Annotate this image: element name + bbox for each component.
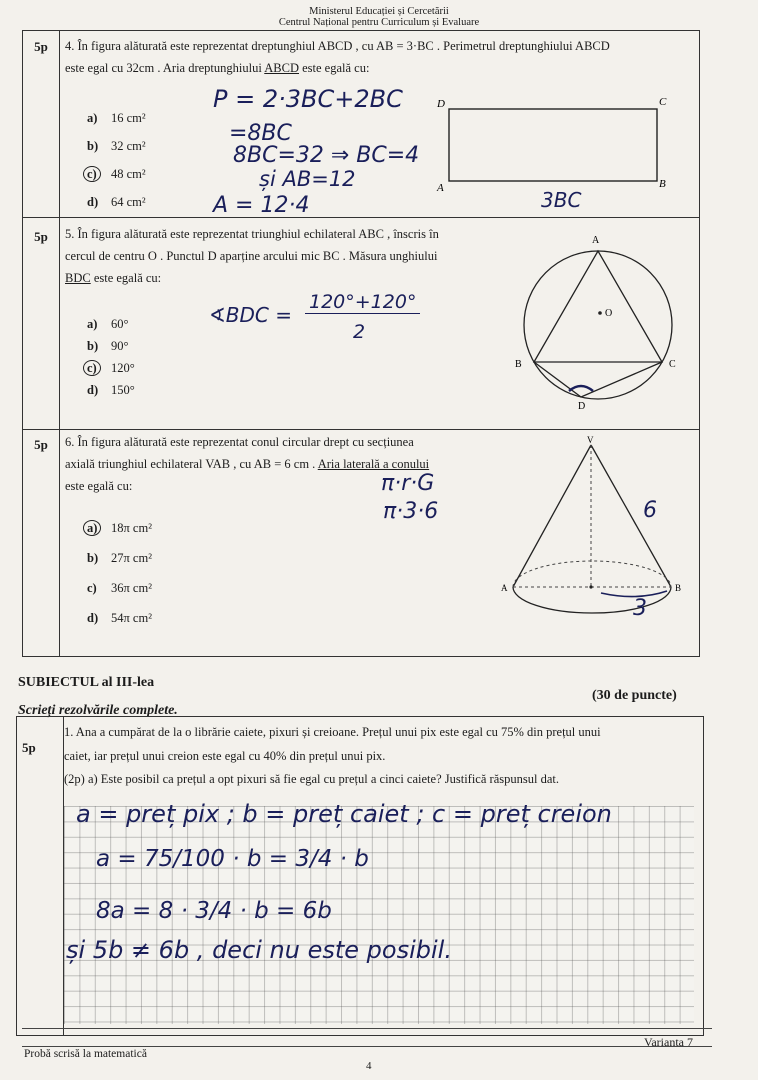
q4-handwriting-2: =8BC bbox=[229, 121, 292, 146]
footer-variant: Varianta 7 bbox=[644, 1035, 693, 1049]
q4-option-d: d) 64 cm² bbox=[87, 195, 146, 209]
questions-table bbox=[22, 30, 700, 657]
label-D: D bbox=[437, 98, 445, 110]
cone-figure bbox=[497, 435, 697, 635]
q5-option-b: b) 90° bbox=[87, 339, 129, 353]
label-A: A bbox=[592, 235, 600, 246]
q5-text-end: este egală cu: bbox=[90, 271, 162, 285]
label-A: A bbox=[437, 182, 444, 194]
label-A: A bbox=[501, 583, 508, 593]
q5-text bbox=[65, 223, 515, 289]
rectangle-figure bbox=[433, 91, 695, 215]
q4-text bbox=[65, 35, 695, 79]
q4-handwriting-1: P = 2·3BC+2BC bbox=[213, 85, 403, 113]
q4-handwriting-5: A = 12·4 bbox=[213, 193, 310, 218]
label-O: O bbox=[605, 308, 613, 319]
q5-text-line1: 5. În figura alăturată este reprezentat triunghiul echilateral ABC , înscris în bbox=[65, 227, 439, 241]
label-slant-6: 6 bbox=[643, 498, 657, 523]
p1-text-line1: 1. Ana a cumpărat de la o librărie caiete, pixuri și creioane. Prețul unui pix este egal cu 75% din prețul unui bbox=[64, 725, 601, 739]
p1-points: 5p bbox=[22, 740, 36, 755]
q5-text-line2: cercul de centru O . Punctul D aparține arcului mic BC . Măsura unghiului bbox=[65, 249, 438, 263]
label-B: B bbox=[515, 359, 522, 370]
label-D: D bbox=[578, 401, 586, 411]
label-V: V bbox=[587, 435, 594, 445]
q6-text-underlined: Aria laterală a conului bbox=[317, 457, 430, 471]
q6-option-a: a) 18π cm² bbox=[87, 521, 152, 536]
q4-points: 5p bbox=[34, 39, 48, 54]
q4-handwriting-4: și AB=12 bbox=[259, 167, 356, 191]
header-center: Centrul Național pentru Curriculum și Evaluare bbox=[278, 17, 480, 28]
q6-points: 5p bbox=[34, 437, 48, 452]
q4-option-b: b) 32 cm² bbox=[87, 139, 146, 153]
q6-text-line2: axială triunghiul echilateral VAB , cu AB = 6 cm . bbox=[65, 457, 318, 471]
p1-handwriting-3: 8a = 8 · 3/4 · b = 6b bbox=[96, 898, 332, 924]
q6-option-c: c) 36π cm² bbox=[87, 581, 152, 595]
q4-option-a: a) 16 cm² bbox=[87, 111, 146, 125]
label-radius-3: 3 bbox=[633, 596, 647, 621]
page-number: 4 bbox=[366, 1060, 372, 1072]
p1-handwriting-2: a = 75/100 · b = 3/4 · b bbox=[96, 846, 369, 872]
q6-handwriting-2: π·3·6 bbox=[383, 499, 439, 524]
p1-text-line2: caiet, iar prețul unui creion este egal cu 40% din prețul unui pix. bbox=[64, 749, 386, 763]
q4-option-c: c) 48 cm² bbox=[87, 167, 146, 182]
q6-option-b: b) 27π cm² bbox=[87, 551, 152, 565]
q5-option-d: d) 150° bbox=[87, 383, 135, 397]
footer-subject: Probă scrisă la matematică bbox=[24, 1048, 147, 1060]
p1-handwriting-4: și 5b ≠ 6b , deci nu este posibil. bbox=[66, 936, 452, 964]
q5-handwriting-3: 2 bbox=[353, 321, 366, 343]
section-title: SUBIECTUL al III-lea bbox=[18, 675, 155, 690]
section-points: (30 de puncte) bbox=[592, 688, 677, 703]
q5-points: 5p bbox=[34, 229, 48, 244]
q5-text-underlined: BDC bbox=[65, 271, 91, 285]
q4-handwriting-3: 8BC=32 ⇒ BC=4 bbox=[233, 143, 420, 168]
q4-text-end: este egală cu: bbox=[299, 61, 370, 75]
p1-text bbox=[64, 720, 700, 768]
q6-handwriting-1: π·r·G bbox=[381, 471, 435, 496]
q5-option-a: a) 60° bbox=[87, 317, 129, 331]
q6-option-d: d) 54π cm² bbox=[87, 611, 152, 625]
label-B: B bbox=[659, 178, 666, 190]
q6-text-line1: 6. În figura alăturată este reprezentat conul circular drept cu secțiunea bbox=[65, 435, 414, 449]
label-C: C bbox=[659, 96, 667, 108]
circle-triangle-figure bbox=[509, 221, 689, 411]
q4-text-underlined: ABCD bbox=[264, 61, 299, 75]
p1-sub-a: (2p) a) Este posibil ca prețul a opt pixuri să fie egal cu prețul a cinci caiete? Justifică răspunsul dat. bbox=[64, 772, 559, 786]
p1-handwriting-1: a = preț pix ; b = preț caiet ; c = preț creion bbox=[76, 800, 612, 828]
section-instruction: Scrieți rezolvările complete. bbox=[18, 703, 178, 718]
header-ministry: Ministerul Educației și Cercetării bbox=[309, 6, 449, 17]
q6-text bbox=[65, 431, 510, 497]
q5-handwriting-1: ∢BDC = bbox=[209, 303, 292, 327]
label-B: B bbox=[675, 583, 682, 593]
label-3BC: 3BC bbox=[541, 188, 582, 212]
q6-text-line3: este egală cu: bbox=[65, 479, 133, 493]
q5-handwriting-2: 120°+120° bbox=[305, 291, 420, 314]
q5-option-c: c) 120° bbox=[87, 361, 135, 376]
label-C: C bbox=[669, 359, 676, 370]
q4-text-line2: este egal cu 32cm . Aria dreptunghiului bbox=[65, 61, 265, 75]
q4-text-line1: 4. În figura alăturată este reprezentat dreptunghiul ABCD , cu AB = 3·BC . Perimetrul dreptunghiului ABCD bbox=[65, 39, 610, 53]
